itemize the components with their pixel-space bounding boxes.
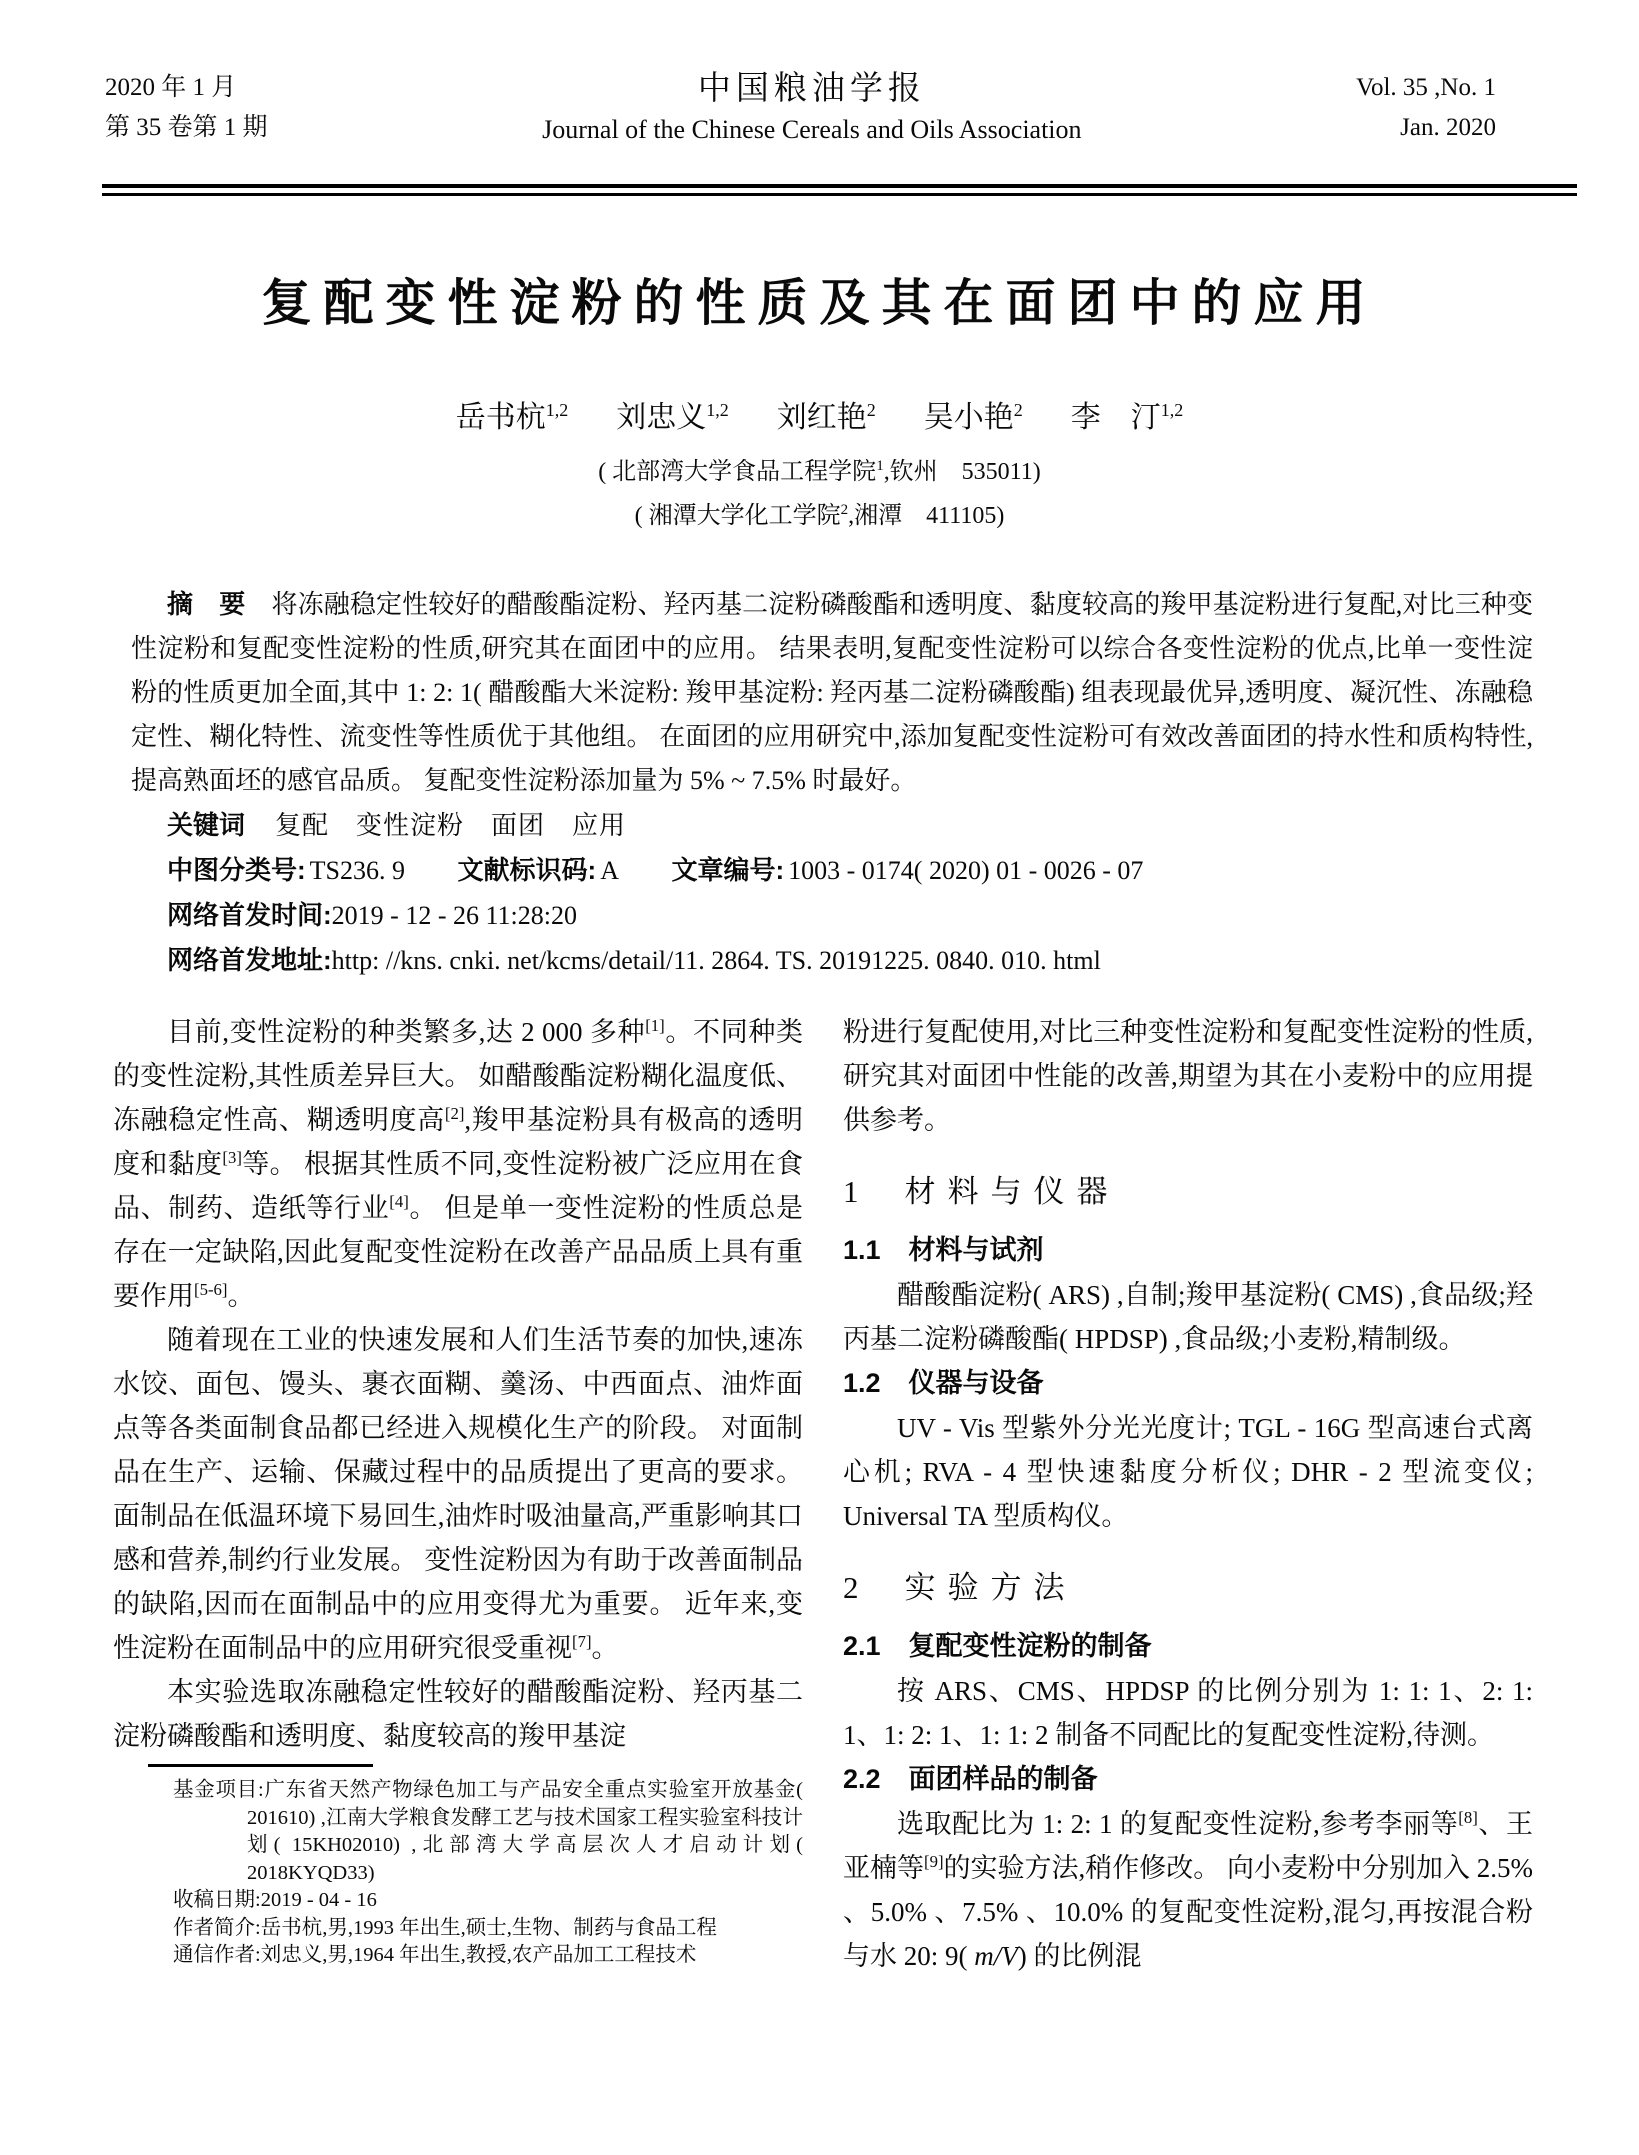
author-name: 刘忠义 — [616, 401, 707, 434]
header-double-rule — [102, 184, 1577, 196]
author-affiliation-sup: 1,2 — [1160, 400, 1184, 420]
subsection-heading-2-2 — [843, 1757, 1533, 1802]
column-left — [113, 1010, 803, 1978]
paragraph: 选取配比为 1: 2: 1 的复配变性淀粉,参考李丽等[8]、王亚楠等[9]的实验方法,稍作修改。 向小麦粉中分别加入 2.5% 、5.0% 、7.5% 、10.0% 的复配变性淀粉,混匀,再按混合粉与水 20: 9( m/V) 的比例混 — [843, 1808, 1534, 1971]
subsection-number: 2.2 — [843, 1764, 881, 1794]
footnote-text: 刘忠义,男,1964 年出生,教授,农产品加工工程技术 — [260, 1944, 697, 1966]
footnote-received-date — [173, 1887, 803, 1915]
subsection-title: 材料与试剂 — [908, 1235, 1044, 1265]
footnote-fund — [173, 1777, 803, 1887]
article-id-pair — [671, 856, 1143, 885]
author-affiliation-sup: 1,2 — [545, 400, 569, 420]
doc-code-value: A — [600, 856, 619, 885]
paragraph: 按 ARS、CMS、HPDSP 的比例分别为 1: 1: 1、2: 1: 1、1: 2: 1、1: 1: 2 制备不同配比的复配变性淀粉,待测。 — [843, 1676, 1533, 1750]
doc-code-pair — [458, 856, 619, 885]
author-affiliation-sup: 2 — [866, 400, 876, 420]
footnote-text: 2019 - 04 - 16 — [260, 1889, 377, 1911]
subsection-number: 1.2 — [843, 1368, 881, 1398]
author — [1071, 401, 1184, 434]
clc-pair — [167, 856, 405, 885]
article-id-value: 1003 - 0174( 2020) 01 - 0026 - 07 — [788, 856, 1144, 885]
author-name: 刘红艳 — [776, 401, 867, 434]
online-first-time-value: 2019 - 12 - 26 11:28:20 — [331, 901, 577, 930]
footnote-text: 岳书杭,男,1993 年出生,硕士,生物、制药与食品工程 — [260, 1916, 717, 1939]
issue-date-cn: 2020 年 1 月 — [105, 74, 237, 101]
online-first-url-line — [167, 938, 1533, 983]
online-first-url-label: 网络首发地址: — [167, 945, 332, 975]
author — [456, 401, 569, 434]
section-number: 1 — [843, 1174, 859, 1209]
abstract — [131, 582, 1533, 803]
clc-value: TS236. 9 — [309, 856, 406, 885]
subsection-number: 1.1 — [843, 1235, 881, 1265]
section-title: 材料与仪器 — [904, 1174, 1120, 1209]
paragraph: 目前,变性淀粉的种类繁多,达 2 000 多种[1]。不同种类的变性淀粉,其性质差异巨大。 如醋酸酯淀粉糊化温度低、冻融稳定性高、糊透明度高[2],羧甲基淀粉具有极高的透明度和黏度[3]等。 根据其性质不同,变性淀粉被广泛应用在食品、制药、造纸等行业[4]。 但是单一变性淀粉的性质总是存在一定缺陷,因此复配变性淀粉在改善产品品质上具有重要作用[5-6]。 — [113, 1016, 804, 1311]
author-name: 吴小艳 — [923, 401, 1014, 434]
footnote-corresponding-author — [173, 1942, 803, 1970]
volume-number-en: Vol. 35 ,No. 1 — [1356, 74, 1496, 101]
online-first-time-label: 网络首发时间: — [167, 900, 332, 930]
author — [924, 401, 1023, 434]
paragraph: 本实验选取冻融稳定性较好的醋酸酯淀粉、羟丙基二淀粉磷酸酯和透明度、黏度较高的羧甲基淀 — [113, 1677, 803, 1751]
section-number: 2 — [843, 1570, 859, 1605]
column-right — [843, 1010, 1533, 1978]
journal-title-block — [268, 68, 1357, 150]
keywords-text: 复配 变性淀粉 面团 应用 — [275, 811, 627, 840]
article-title: 复配变性淀粉的性质及其在面团中的应用 — [261, 275, 1378, 331]
affiliation-2: ( 湘潭大学化工学院$^2$,湘潭 411105) — [634, 502, 1005, 529]
footnote-text: 广东省天然产物绿色加工与产品安全重点实验室开放基金( 201610) ,江南大学粮食发酵工艺与技术国家工程实验室科技计划( 15KH02010) ,北部湾大学高层次人才启动计划( 2018KYQD33) — [247, 1779, 803, 1884]
keywords-line — [167, 803, 1533, 848]
classification-line — [167, 848, 1533, 893]
footnote-label: 通信作者: — [173, 1944, 261, 1966]
page-header — [0, 0, 1639, 150]
footnote-rule — [148, 1764, 373, 1767]
journal-title-cn: 中国粮油学报 — [697, 71, 926, 107]
authors-line — [0, 396, 1639, 440]
footnote-author-bio — [173, 1915, 803, 1943]
section-heading-1 — [843, 1168, 1533, 1216]
abstract-label: 摘 要 — [167, 589, 246, 619]
issue-info-left — [105, 68, 268, 148]
author — [616, 401, 729, 434]
affiliation-1: ( 北部湾大学食品工程学院$^1$,钦州 535011) — [598, 458, 1041, 485]
doc-code-label: 文献标识码: — [457, 855, 597, 885]
online-first-url-value: http: //kns. cnki. net/kcms/detail/11. 2864. TS. 20191225. 0840. 010. html — [331, 946, 1101, 975]
subsection-heading-2-1 — [843, 1624, 1533, 1669]
author-affiliation-sup: 1,2 — [706, 400, 729, 420]
subsection-title: 仪器与设备 — [908, 1368, 1044, 1398]
paragraph: 醋酸酯淀粉( ARS) ,自制;羧甲基淀粉( CMS) ,食品级;羟丙基二淀粉磷酸酯( HPDSP) ,食品级;小麦粉,精制级。 — [843, 1280, 1533, 1354]
section-heading-2 — [843, 1564, 1533, 1612]
author-name: 岳书杭 — [455, 401, 546, 434]
issue-volume-cn: 第 35 卷第 1 期 — [105, 114, 268, 141]
footnote-block — [113, 1764, 803, 1970]
article-id-label: 文章编号: — [671, 855, 785, 885]
two-column-body — [113, 1010, 1533, 1978]
footnote-label: 收稿日期: — [173, 1889, 261, 1911]
online-first-time-line — [167, 893, 1533, 938]
author-affiliation-sup: 2 — [1013, 400, 1023, 420]
footnote-label: 作者简介: — [173, 1916, 261, 1939]
author-name: 李 汀 — [1070, 401, 1161, 434]
author — [777, 401, 876, 434]
paragraph: UV - Vis 型紫外分光光度计; TGL - 16G 型高速台式离心机; RVA - 4 型快速黏度分析仪; DHR - 2 型流变仪; Universal TA 型质构仪。 — [843, 1413, 1533, 1531]
abstract-text: 将冻融稳定性较好的醋酸酯淀粉、羟丙基二淀粉磷酸酯和透明度、黏度较高的羧甲基淀粉进行复配,对比三种变性淀粉和复配变性淀粉的性质,研究其在面团中的应用。 结果表明,复配变性淀粉可以综合各变性淀粉的优点,比单一变性淀粉的性质更加全面,其中 1: 2: 1( 醋酸酯大米淀粉: 羧甲基淀粉: 羟丙基二淀粉磷酸酯) 组表现最优异,透明度、凝沉性、冻融稳定性、糊化特性、流变性等性质优于其他组。 在面团的应用研究中,添加复配变性淀粉可有效改善面团的持水性和质构特性,提高熟面坯的感官品质。 复配变性淀粉添加量为 5% ~ 7.5% 时最好。 — [131, 590, 1533, 795]
subsection-title: 面团样品的制备 — [908, 1764, 1098, 1794]
issue-info-right — [1356, 68, 1496, 148]
keywords-label: 关键词 — [167, 810, 246, 840]
issue-date-en: Jan. 2020 — [1400, 114, 1496, 141]
section-title: 实验方法 — [904, 1570, 1077, 1605]
clc-label: 中图分类号: — [167, 855, 306, 885]
paragraph: 随着现在工业的快速发展和人们生活节奏的加快,速冻水饺、面包、馒头、裹衣面糊、羹汤、中西面点、油炸面点等各类面制食品都已经进入规模化生产的阶段。 对面制品在生产、运输、保藏过程中的品质提出了更高的要求。 面制品在低温环境下易回生,油炸时吸油量高,严重影响其口感和营养,制约行业发展。 变性淀粉因为有助于改善面制品的缺陷,因而在面制品中的应用变得尤为重要。 近年来,变性淀粉在面制品中的应用研究很受重视[7]。 — [113, 1325, 803, 1663]
footnote-label: 基金项目: — [173, 1779, 264, 1801]
subsection-heading-1-2 — [843, 1361, 1533, 1406]
subsection-number: 2.1 — [843, 1631, 881, 1661]
journal-title-en: Journal of the Chinese Cereals and Oils Association — [542, 115, 1082, 144]
paragraph-continuation: 粉进行复配使用,对比三种变性淀粉和复配变性淀粉的性质,研究其对面团中性能的改善,期望为其在小麦粉中的应用提供参考。 — [843, 1017, 1533, 1135]
subsection-title: 复配变性淀粉的制备 — [908, 1631, 1152, 1661]
subsection-heading-1-1 — [843, 1228, 1533, 1273]
